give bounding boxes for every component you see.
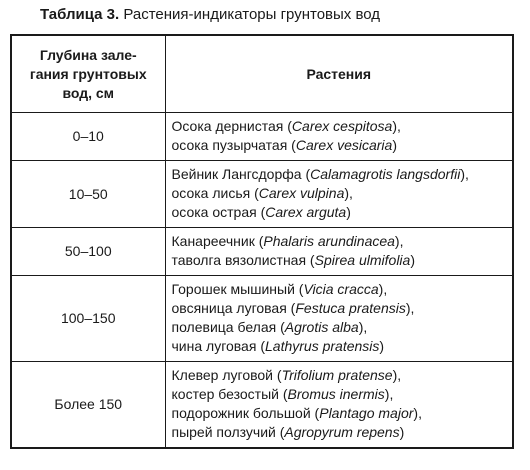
plant-common-name: подорожник большой	[171, 405, 311, 421]
plant-common-name: таволга вязолистная	[171, 252, 307, 268]
plant-latin-name: Carex vulpina	[258, 185, 345, 201]
depth-column-header	[11, 35, 165, 113]
plant-latin-name: Calamagrotis langsdorfii	[310, 166, 461, 182]
plants-cell	[165, 362, 513, 449]
plant-latin-name: Trifolium pratense	[281, 367, 393, 383]
plant-separator: ,	[399, 233, 404, 249]
plant-separator: ,	[418, 405, 422, 421]
plant-common-name: полевица белая	[171, 319, 277, 335]
plant-latin-name: Carex arguta	[265, 204, 347, 220]
table-caption	[40, 6, 380, 23]
table-row	[11, 276, 513, 362]
plant-entry: осока острая (Carex arguta)	[171, 204, 351, 220]
plant-entry: Осока дернистая (Carex cespitosa),	[171, 118, 401, 134]
plant-common-name: осока острая	[171, 204, 257, 220]
plants-column-header: Растения	[165, 35, 513, 113]
plant-common-name: Клевер луговой	[171, 367, 273, 383]
table-body	[11, 113, 513, 449]
plant-entry: осока лисья (Carex vulpina),	[171, 185, 353, 201]
plant-entry: пырей ползучий (Agropyrum repens)	[171, 424, 405, 440]
depth-cell: 50–100	[11, 228, 165, 276]
depth-cell: 100–150	[11, 276, 165, 362]
depth-header-line: Глубина зале-	[39, 46, 137, 63]
plant-entry: Вейник Лангсдорфа (Calamagrotis langsdorfii),	[171, 166, 469, 182]
plants-cell	[165, 228, 513, 276]
header-row	[11, 35, 513, 113]
plants-cell	[165, 113, 513, 161]
plant-entry: таволга вязолистная (Spirea ulmifolia)	[171, 252, 415, 268]
plant-separator: ,	[410, 300, 415, 316]
plant-entry: костер безостый (Bromus inermis),	[171, 386, 394, 402]
plant-entry: Клевер луговой (Trifolium pratense),	[171, 367, 402, 383]
plant-common-name: Вейник Лангсдорфа	[171, 166, 302, 182]
plant-latin-name: Vicia cracca	[303, 281, 379, 297]
plant-entry: осока пузырчатая (Carex vesicaria)	[171, 137, 397, 153]
plant-separator: ,	[464, 166, 469, 182]
plant-latin-name: Agropyrum repens	[284, 424, 400, 440]
plant-common-name: Канареечник	[171, 233, 255, 249]
table-number: Таблица 3.	[40, 6, 120, 23]
plant-common-name: пырей ползучий	[171, 424, 276, 440]
groundwater-indicator-table	[10, 34, 514, 449]
plant-entry: полевица белая (Agrotis alba),	[171, 319, 368, 335]
plant-latin-name: Bromus inermis	[287, 386, 385, 402]
plant-entry: подорожник большой (Plantago major),	[171, 405, 422, 421]
plant-separator: ,	[396, 118, 401, 134]
plant-common-name: чина луговая	[171, 338, 257, 354]
plant-common-name: Осока дернистая	[171, 118, 284, 134]
plant-latin-name: Plantago major	[319, 405, 414, 421]
plants-cell	[165, 161, 513, 228]
table-row	[11, 362, 513, 449]
plants-cell	[165, 276, 513, 362]
plant-latin-name: Lathyrus pratensis	[265, 338, 380, 354]
depth-header-line: вод, см	[62, 84, 115, 101]
plant-separator: ,	[363, 319, 368, 335]
plant-common-name: осока пузырчатая	[171, 137, 288, 153]
plant-entry: чина луговая (Lathyrus pratensis)	[171, 338, 385, 354]
plant-separator: ,	[349, 185, 353, 201]
plant-entry: Канареечник (Phalaris arundinacea),	[171, 233, 404, 249]
table-row	[11, 113, 513, 161]
plant-latin-name: Carex vesicaria	[295, 137, 393, 153]
plant-latin-name: Carex cespitosa	[291, 118, 393, 134]
depth-cell: Более 150	[11, 362, 165, 449]
plant-common-name: осока лисья	[171, 185, 251, 201]
plant-common-name: Горошек мышиный	[171, 281, 295, 297]
plant-separator: ,	[389, 386, 394, 402]
plant-latin-name: Agrotis alba	[284, 319, 359, 335]
plant-entry: Горошек мышиный (Vicia cracca),	[171, 281, 388, 297]
plant-latin-name: Festuca pratensis	[295, 300, 406, 316]
plant-latin-name: Spirea ulmifolia	[314, 252, 411, 268]
plant-latin-name: Phalaris arundinacea	[263, 233, 395, 249]
plant-separator: ,	[397, 367, 402, 383]
plant-common-name: овсяница луговая	[171, 300, 287, 316]
table-title: Растения-индикаторы грунтовых вод	[123, 6, 381, 23]
table-row	[11, 161, 513, 228]
depth-cell: 10–50	[11, 161, 165, 228]
table-row	[11, 228, 513, 276]
plant-separator: ,	[383, 281, 388, 297]
plant-entry: овсяница луговая (Festuca pratensis),	[171, 300, 415, 316]
depth-cell: 0–10	[11, 113, 165, 161]
depth-header-line: гания грунтовых	[29, 65, 147, 82]
plant-common-name: костер безостый	[171, 386, 279, 402]
